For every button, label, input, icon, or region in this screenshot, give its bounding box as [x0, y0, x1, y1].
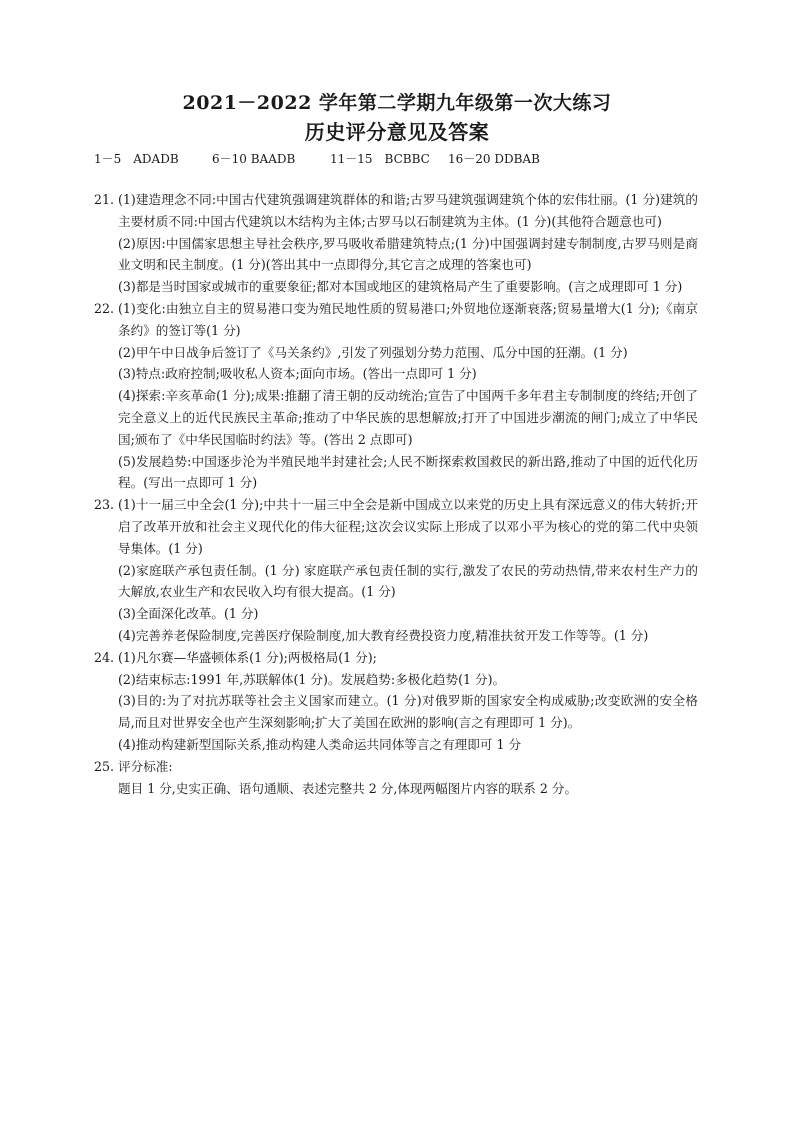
- answer-part: (4)探索:辛亥革命(1 分);成果:推翻了清王朝的反动统治;宣告了中国两千多年君主专制制度的终结;开创了完全意义上的近代民族民主革命;推动了中华民族的思想解放;打开了中国进步潮流的闸门;成立了中华民国;颁布了《中华民国临时约法》等。(答出 2 点即可): [118, 388, 698, 447]
- answer-content: [94, 189, 698, 799]
- multiple-choice-answers: [94, 150, 540, 167]
- question-number: 24.: [94, 649, 115, 665]
- mc-group-4: 16－20 DDBAB: [448, 152, 540, 166]
- answer-part: (2)结束标志:1991 年,苏联解体(1 分)。发展趋势:多极化趋势(1 分)。: [118, 671, 506, 687]
- answer-part: 题目 1 分,史实正确、语句通顺、表述完整共 2 分,体现两幅图片内容的联系 2 分。: [118, 780, 578, 796]
- question-number: 22.: [94, 300, 115, 316]
- answer-part: (2)家庭联产承包责任制。(1 分) 家庭联产承包责任制的实行,激发了农民的劳动热情,带来农村生产力的大解放,农业生产和农民收入均有很大提高。(1 分): [118, 562, 698, 600]
- question-number: 25.: [94, 758, 115, 774]
- question-21: [94, 189, 698, 298]
- answer-part: (3)特点:政府控制;吸收私人资本;面向市场。(答出一点即可 1 分): [118, 366, 477, 382]
- answer-part: (3)目的:为了对抗苏联等社会主义国家而建立。(1 分)对俄罗斯的国家安全构成威胁;改变欧洲的安全格局,而且对世界安全也产生深刻影响;扩大了美国在欧洲的影响(言之有理即可 1 分)。: [118, 693, 698, 731]
- question-number: 23.: [94, 497, 115, 513]
- answer-part: (2)原因:中国儒家思想主导社会秩序,罗马吸收希腊建筑特点;(1 分)中国强调封建专制制度,古罗马则是商业文明和民主制度。(1 分)(答出其中一点即得分,其它言之成理的答案也可): [118, 235, 698, 273]
- answer-part: (5)发展趋势:中国逐步沦为半殖民地半封建社会;人民不断探索救国救民的新出路,推动了中国的近代化历程。(写出一点即可 1 分): [118, 453, 698, 491]
- exam-subtitle: 历史评分意见及答案: [304, 120, 490, 144]
- answer-part: 评分标准:: [118, 758, 173, 774]
- answer-part: (4)完善养老保险制度,完善医疗保险制度,加大教育经费投资力度,精准扶贫开发工作等等。(1 分): [118, 627, 649, 643]
- question-number: 21.: [94, 192, 115, 207]
- answer-part: (1)凡尔赛—华盛顿体系(1 分);两极格局(1 分);: [118, 649, 377, 665]
- answer-part: (4)推动构建新型国际关系,推动构建人类命运共同体等言之有理即可 1 分: [118, 736, 522, 752]
- mc-group-1: 1－5 ADADB: [94, 152, 179, 166]
- question-22: [94, 298, 698, 494]
- answer-part: (2)甲午中日战争后签订了《马关条约》,引发了列强划分势力范围、瓜分中国的狂潮。(1 分): [118, 344, 628, 360]
- question-24: [94, 647, 698, 756]
- mc-group-2: 6－10 BAADB: [212, 152, 296, 166]
- exam-title: 2021－2022 学年第二学期九年级第一次大练习: [182, 92, 612, 114]
- question-23: [94, 494, 698, 647]
- answer-part: (1)变化:由独立自主的贸易港口变为殖民地性质的贸易港口;外贸地位逐渐衰落;贸易量增大(1 分);《南京条约》的签订等(1 分): [118, 300, 698, 338]
- answer-part: (3)全面深化改革。(1 分): [118, 606, 259, 622]
- question-25: [94, 756, 698, 800]
- mc-group-3: 11－15 BCBBC: [330, 152, 430, 166]
- answer-part: (1)十一届三中全会(1 分);中共十一届三中全会是新中国成立以来党的历史上具有深远意义的伟大转折;开启了改革开放和社会主义现代化的伟大征程;这次会议实际上形成了以邓小平为核心的党的第二代中央领导集体。(1 分): [118, 497, 698, 556]
- answer-part: (1)建造理念不同:中国古代建筑强调建筑群体的和谐;古罗马建筑强调建筑个体的宏伟壮丽。(1 分)建筑的主要材质不同:中国古代建筑以木结构为主体;古罗马以石制建筑为主体。(1 分)(其他符合题意也可): [118, 192, 698, 229]
- answer-part: (3)都是当时国家或城市的重要象征;都对本国或地区的建筑格局产生了重要影响。(言之成理即可 1 分): [118, 279, 683, 295]
